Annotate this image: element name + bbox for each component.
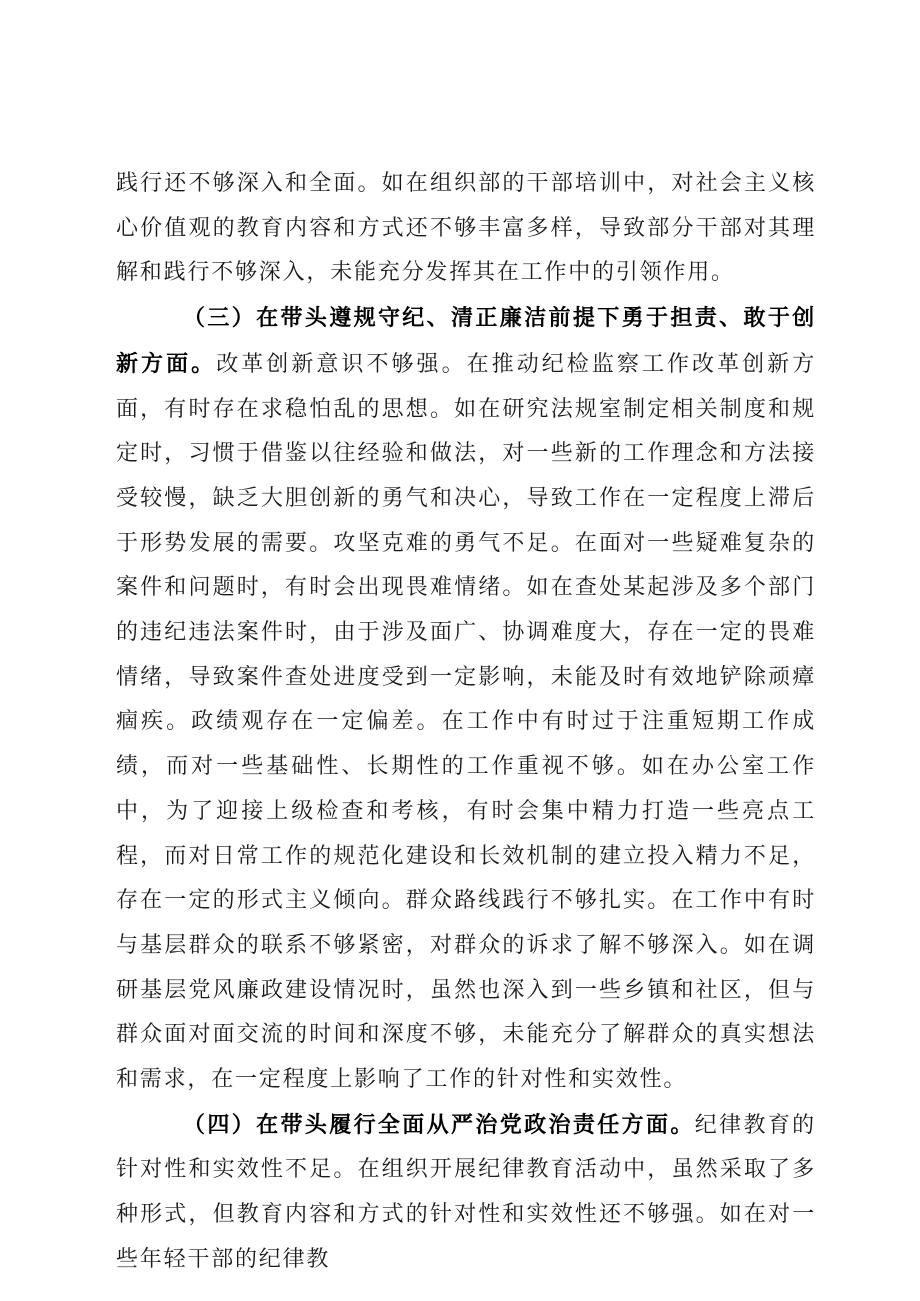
document-body bbox=[116, 162, 816, 1283]
paragraph-text: 纪律教育的针对性和实效性不足。在组织开展纪律教育活动中，虽然采取了多种形式，但教育内容和方式的针对性和实效性还不够强。如在对一些年轻干部的纪律教 bbox=[116, 1112, 816, 1272]
paragraph-text: 改革创新意识不够强。在推动纪检监察工作改革创新方面，有时存在求稳怕乱的思想。如在研究法规室制定相关制度和规定时，习惯于借鉴以往经验和做法，对一些新的工作理念和方法接受较慢，缺乏大胆创新的勇气和决心，导致工作在一定程度上滞后于形势发展的需要。攻坚克难的勇气不足。在面对一些疑难复杂的案件和问题时，有时会出现畏难情绪。如在查处某起涉及多个部门的违纪违法案件时，由于涉及面广、协调难度大，存在一定的畏难情绪，导致案件查处进度受到一定影响，未能及时有效地铲除顽瘴痼疾。政绩观存在一定偏差。在工作中有时过于注重短期工作成绩，而对一些基础性、长期性的工作重视不够。如在办公室工作中，为了迎接上级检查和考核，有时会集中精力打造一些亮点工程，而对日常工作的规范化建设和长效机制的建立投入精力不足，存在一定的形式主义倾向。群众路线践行不够扎实。在工作中有时与基层群众的联系不够紧密，对群众的诉求了解不够深入。如在调研基层党风廉政建设情况时，虽然也深入到一些乡镇和社区，但与群众面对面交流的时间和深度不够，未能充分了解群众的真实想法和需求，在一定程度上影响了工作的针对性和实效性。 bbox=[116, 351, 817, 1093]
section-heading: （四）在带头履行全面从严治党政治责任方面。 bbox=[183, 1111, 695, 1138]
paragraph-continuation bbox=[116, 162, 816, 296]
paragraph-section-four bbox=[116, 1103, 816, 1283]
section-heading: （三）在带头遵规守纪、清正廉洁前提下勇于担责、敢于创新方面。 bbox=[116, 305, 816, 377]
paragraph-text: 践行还不够深入和全面。如在组织部的干部培训中，对社会主义核心价值观的教育内容和方式还不够丰富多样，导致部分干部对其理解和践行不够深入，未能充分发挥其在工作中的引领作用。 bbox=[116, 171, 816, 286]
paragraph-section-three bbox=[116, 296, 816, 1103]
